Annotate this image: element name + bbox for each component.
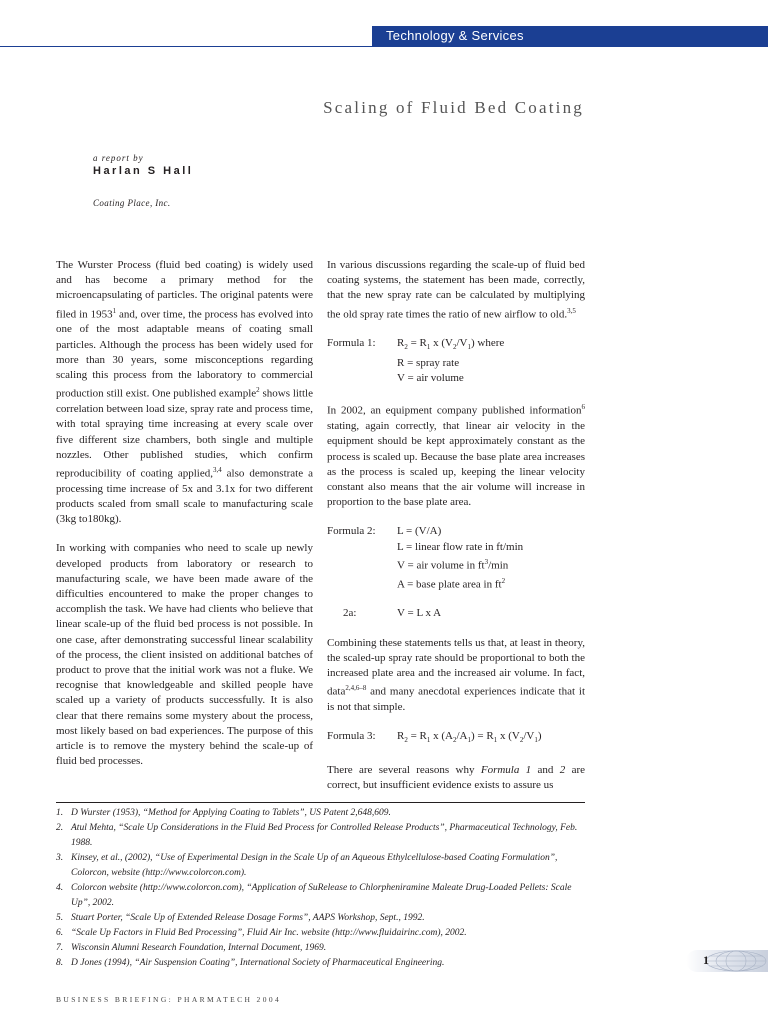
footnote-item	[56, 941, 586, 956]
paragraph-spray-rate	[327, 258, 585, 322]
formula-definition: R = spray rate	[397, 356, 460, 369]
footnote-text: Wisconsin Alumni Research Foundation, Internal Document, 1969.	[71, 943, 327, 953]
journal-footer: BUSINESS BRIEFING: PHARMATECH 2004	[56, 995, 282, 1004]
formula-3	[327, 729, 585, 748]
formula-equation: V = L x A	[397, 607, 442, 620]
right-column	[327, 258, 585, 807]
formula-definition: V = air volume	[397, 372, 464, 385]
text-run: The Wurster Process (fluid bed coating) is widely used and has become a primary method for the microencapsulating of particles. The original patents were filed in 1953	[56, 259, 313, 321]
author-affiliation: Coating Place, Inc.	[93, 198, 171, 208]
paragraph-purpose: In working with companies who need to scale up newly developed products from laboratory or research to manufacturing scale, we have been made aware of the difficulties encountered to make the proper changes to accomplish the task. We have had clients who believe that linear scale-up of the fluid bed process is not possible. In one case, after demonstrating successful linear scalability of the process, the client insisted on additional batches of product to prove that the initial work was not a fluke. We recognise that knowledgeable and skilled people have scaled up a variety of products successfully. It is also clear that there remains some mystery about the process, most likely based on bad experiences. The purpose of this article is to remove the mystery behind the scale-up of fluid bed processes.	[56, 542, 313, 768]
page-number-badge	[686, 950, 768, 972]
footnote-item	[56, 956, 586, 971]
formula-label: Formula 2:	[327, 525, 376, 538]
text-run: In various discussions regarding the scale-up of fluid bed coating systems, the statement has been made, correctly, that the new spray rate can be calculated by multiplying the old spray rate times the ratio of new airflow to old.	[327, 259, 585, 321]
footnote-text: “Scale Up Factors in Fluid Bed Processing”, Fluid Air Inc. website (http://www.fluidairinc.com), 2002.	[71, 928, 467, 938]
formula-2a	[327, 606, 585, 621]
footnote-number: 4.	[56, 883, 64, 893]
text-run: and, over time, the process has evolved into one of the most adaptable means of coating small particles. Although the process has been widely used for more than 30 years, some misconceptions regarding scaling this process from the laboratory to commercial production still exist. One published example	[56, 308, 313, 400]
text-run: shows little correlation between load size, spray rate and process time, with total spraying time increasing at every scale over five different size chambers, both single and multiple nozzles. Other published studies, which confirm reproducibility of coating applied,	[56, 387, 313, 480]
formula-definition: L = linear flow rate in ft/min	[397, 540, 524, 553]
footnote-number: 1.	[56, 808, 64, 818]
footnote-text: Atul Mehta, “Scale Up Considerations in the Fluid Bed Process for Controlled Release Products”, Pharmaceutical Technology, Feb. 1988.	[71, 823, 578, 848]
formula-equation: $R_2 = R_1$ x $(V_2/V_1)$ where	[397, 337, 505, 352]
paragraph-reasons: There are several reasons why Formula 1 and 2 are correct, but insufficient evidence exists to assure us	[327, 763, 586, 791]
formula-definition: V = air volume in $ft^3/\min$	[397, 557, 509, 572]
formula-equation: L = (V/A)	[397, 525, 442, 538]
section-header-tab: Technology & Services	[372, 26, 768, 46]
formula-label: Formula 3:	[327, 730, 376, 743]
footnote-number: 3.	[56, 853, 64, 863]
footnote-number: 8.	[56, 958, 64, 968]
author-name: Harlan S Hall	[93, 165, 194, 177]
footnote-item	[56, 821, 586, 851]
formula-equation: $R_2 = R_1$ x $(A_2/A_1) = R_1$ x $(V_2/V_1)$	[397, 730, 542, 745]
footnote-rule	[56, 802, 585, 803]
text-run: also demonstrate a processing time increase of 5x and 3.1x for two different products scaled from small scale to manufacturing scale (3kg to180kg).	[56, 467, 313, 526]
footnote-number: 7.	[56, 943, 64, 953]
footnote-item	[56, 881, 586, 911]
footnotes-list	[56, 806, 586, 971]
citation: 3,4	[212, 465, 222, 474]
page-number: 1	[703, 953, 709, 967]
citation: 2,4,6–8	[345, 684, 367, 693]
citation: 3,5	[567, 306, 576, 315]
formula-label: Formula 1:	[327, 337, 376, 350]
left-column	[56, 258, 313, 783]
footnote-number: 6.	[56, 928, 64, 938]
footnote-text: D Wurster (1953), “Method for Applying Coating to Tablets”, US Patent 2,648,609.	[71, 808, 391, 818]
header-rule	[0, 46, 768, 47]
formula-label: 2a:	[343, 607, 357, 620]
formula-2	[327, 524, 585, 592]
footnote-item	[56, 806, 586, 821]
globe-watermark-icon	[686, 950, 768, 972]
footnote-text: Kinsey, et al., (2002), “Use of Experimental Design in the Scale Up of an Aqueous Ethylcellulose-based Coating Formulation”, Colorcon, website (http://www.colorcon.com).	[71, 853, 558, 878]
citation: 1	[112, 306, 117, 315]
footnote-number: 5.	[56, 913, 64, 923]
footnote-item	[56, 911, 586, 926]
paragraph-air-velocity: In 2002, an equipment company published information$^6$ stating, again correctly, that linear air velocity in the equipment should be kept approximately constant as the process is scaled up. Because the base plate area increases as the process is scaled up, keeping the linear velocity constant also means that the air volume will increase in proportion to the base plate area.	[327, 403, 585, 509]
formula-1	[327, 336, 585, 386]
paragraph-combining: Combining these statements tells us that, at least in theory, the scaled-up spray rate should be proportional to both the increased plate area and the increased air volume. In fact, data$^{2,4,6-8}$ and many anecdotal experiences indicate that it is not that simple.	[327, 636, 585, 714]
footnote-text: Colorcon website (http://www.colorcon.com), “Application of SuRelease to Chlorpheniramine Maleate Drug-Loaded Pellets: Scale Up”, 2002.	[71, 883, 572, 908]
byline-prefix: a report by	[93, 153, 144, 163]
footnote-text: D Jones (1994), “Air Suspension Coating”, International Society of Pharmaceutical Engineering.	[71, 958, 445, 968]
footnote-item	[56, 926, 586, 941]
formula-definition: A = base plate area in $ft^2$	[397, 576, 506, 591]
citation: 2	[256, 386, 260, 395]
paragraph-intro	[56, 258, 313, 527]
citation: 6	[581, 403, 585, 412]
article-title: Scaling of Fluid Bed Coating	[323, 98, 584, 117]
footnote-number: 2.	[56, 823, 64, 833]
footnote-text: Stuart Porter, “Scale Up of Extended Release Dosage Forms”, AAPS Workshop, Sept., 1992.	[71, 913, 425, 923]
footnote-item	[56, 851, 586, 881]
